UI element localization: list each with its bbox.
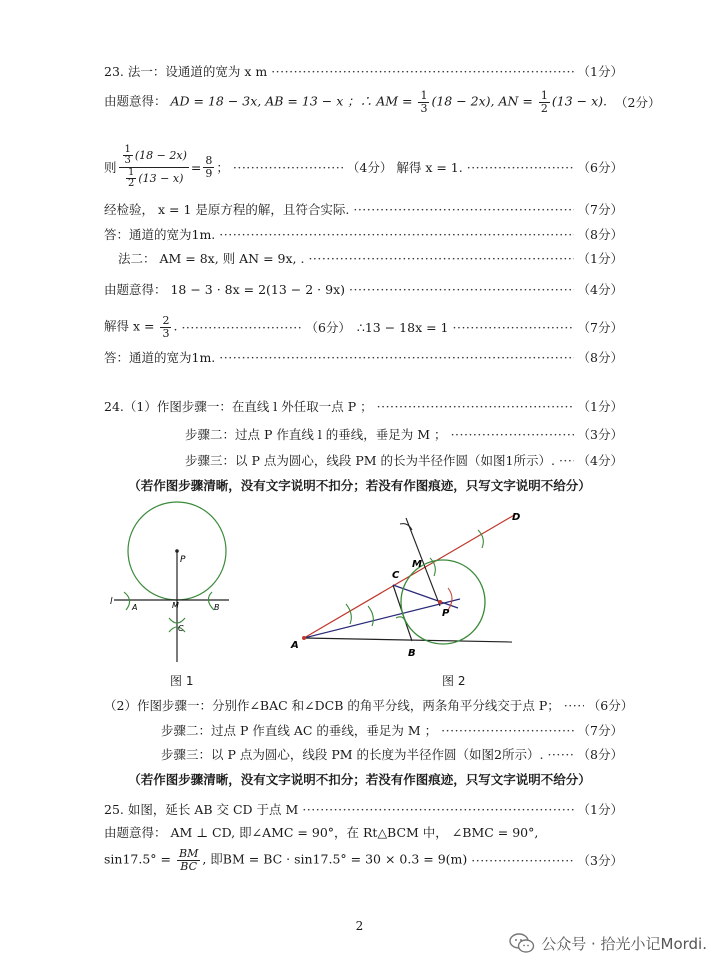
score: （7分） bbox=[577, 202, 623, 217]
fig2-arc-2 bbox=[368, 606, 373, 626]
score: （2分） bbox=[615, 95, 661, 110]
fig2-arc-5 bbox=[478, 530, 483, 548]
q24-line-2 bbox=[185, 424, 623, 444]
fig1-label-l: l bbox=[110, 597, 113, 607]
leader-dots bbox=[308, 251, 573, 266]
q24-grading-note-1: （若作图步骤清晰，没有文字说明不扣分；若没有作图痕迹，只写文字说明不给分） bbox=[128, 478, 591, 493]
q25-line-1 bbox=[104, 799, 623, 819]
q23-l3-mid-score: （4分） bbox=[346, 160, 393, 175]
q23-l9-text: 答：通道的宽为1m. bbox=[104, 350, 216, 365]
fig2-caption: 图 2 bbox=[442, 674, 466, 688]
fig2-circle bbox=[401, 560, 485, 644]
leader-dots bbox=[181, 320, 301, 335]
leader-dots bbox=[559, 453, 574, 468]
score: （8分） bbox=[577, 227, 623, 242]
leader-dots bbox=[353, 202, 573, 217]
fig2-arc-7 bbox=[448, 588, 452, 610]
leader-dots bbox=[377, 399, 574, 414]
q23-line-8 bbox=[104, 313, 623, 341]
score: （3分） bbox=[577, 853, 623, 868]
leader-dots bbox=[467, 160, 574, 175]
fig2-point-a bbox=[302, 636, 306, 640]
score: （3分） bbox=[577, 427, 623, 442]
fig1-point-p bbox=[175, 549, 179, 553]
q23-l3-solve: 解得 x = 1. bbox=[396, 160, 463, 175]
q23-l6-text: 法二： AM = 8x, 则 AN = 9x, . bbox=[118, 251, 305, 266]
q24-line-5 bbox=[161, 720, 623, 740]
q24-line-3 bbox=[185, 450, 623, 470]
q23-l8-mid-text: ∴13 − 18x = 1 bbox=[356, 319, 449, 335]
q24-l6-text: 步骤三：以 P 点为圆心，线段 PM 的长度为半径作圆（如图2所示）. bbox=[161, 747, 544, 762]
q23-line-9 bbox=[104, 347, 623, 367]
fig1-label-p: P bbox=[180, 555, 186, 565]
q23-l2-equation: 由题意得： AD = 18 − 3x, AB = 13 − x ；∴ AM = $\frac{1}{3}$ (18 − 2x), AN = $\frac{1}{2}$ (13 − x). bbox=[104, 88, 608, 115]
score: （6分） bbox=[577, 160, 623, 175]
fig2-label-a: A bbox=[291, 640, 299, 651]
fig1-label-m: M bbox=[172, 601, 179, 610]
fig1-label-a: A bbox=[132, 603, 138, 612]
q25-l2-text: 由题意得： AM ⊥ CD, 即∠AMC = 90°，在 Rt△BCM 中， ∠BMC = 90°, bbox=[104, 825, 539, 840]
fig1-caption: 图 1 bbox=[170, 674, 194, 688]
fig2-label-m: M bbox=[412, 559, 422, 570]
leader-dots bbox=[547, 747, 573, 762]
score: （8分） bbox=[577, 350, 623, 365]
fig1-label-c: C bbox=[178, 624, 184, 633]
q25-l1-text: 25. 如图，延长 AB 交 CD 于点 M bbox=[104, 802, 299, 817]
fig2-line-ab bbox=[304, 638, 512, 642]
fig2-bisector-a bbox=[304, 599, 460, 638]
q24-l3-text: 步骤三：以 P 点为圆心，线段 PM 的长为半径作圆（如图1所示）. bbox=[185, 453, 555, 468]
q23-line-2 bbox=[104, 88, 661, 115]
q23-l7-text: 由题意得： 18 − 3 · 8x = 2(13 − 2 · 9x) bbox=[104, 282, 346, 297]
fig1-arc-a bbox=[124, 592, 130, 610]
leader-dots bbox=[271, 64, 573, 79]
fig2-arc-1 bbox=[346, 604, 351, 624]
fig2-label-d: D bbox=[512, 512, 521, 523]
q23-line-4 bbox=[104, 199, 623, 219]
q25-line-3 bbox=[104, 845, 623, 875]
fig2-label-p: P bbox=[442, 608, 450, 619]
q23-line-6 bbox=[118, 248, 623, 268]
q23-l8-equation: 解得 x = $\frac{2}{3}$ . bbox=[104, 313, 178, 340]
leader-dots bbox=[302, 802, 573, 817]
leader-dots bbox=[219, 227, 573, 242]
q24-l4-text: （2）作图步骤一：分别作∠BAC 和∠DCB 的角平分线，两条角平分线交于点 P； bbox=[104, 698, 560, 713]
q25-line-2 bbox=[104, 822, 623, 842]
q25-l3-equation: sin17.5° = $\frac{BM}{BC}$ , 即BM = BC · sin17.5° = 30 × 0.3 = 9(m) bbox=[104, 846, 468, 873]
q24-line-4 bbox=[104, 695, 634, 715]
score: （1分） bbox=[577, 802, 623, 817]
score: （4分） bbox=[577, 282, 623, 297]
leader-dots bbox=[349, 282, 574, 297]
leader-dots bbox=[453, 320, 574, 335]
q24-grading-note-2: （若作图步骤清晰，没有文字说明不扣分；若没有作图痕迹，只写文字说明不给分） bbox=[128, 772, 591, 787]
fig1-label-b: B bbox=[214, 603, 220, 612]
score: （6分） bbox=[587, 698, 634, 713]
q23-l3-equation: 则 $\frac{1}{3}$ (18 − 2x) $\frac{1}{2}$ (13 − x) = $\frac{8}{9}$ ； bbox=[104, 143, 229, 189]
leader-dots bbox=[451, 427, 574, 442]
q23-l4-text: 经检验， x = 1 是原方程的解，且符合实际. bbox=[104, 202, 350, 217]
leader-dots bbox=[233, 160, 343, 175]
page-number: 2 bbox=[355, 919, 364, 933]
q23-line-1 bbox=[104, 61, 623, 81]
q23-line-5 bbox=[104, 224, 623, 244]
watermark-text: 公众号 · 拾光小记Mordi. bbox=[541, 934, 707, 953]
q23-l1-text: 23. 法一：设通道的宽为 x m bbox=[104, 64, 268, 79]
leader-dots bbox=[441, 723, 573, 738]
fig2-point-p bbox=[438, 600, 442, 604]
score: （1分） bbox=[577, 251, 623, 266]
leader-dots bbox=[564, 698, 584, 713]
score: （7分） bbox=[577, 320, 623, 335]
score: （1分） bbox=[577, 399, 623, 414]
q24-l5-text: 步骤二：过点 P 作直线 AC 的垂线，垂足为 M ； bbox=[161, 723, 438, 738]
score: （7分） bbox=[577, 723, 623, 738]
q24-line-6 bbox=[161, 744, 623, 764]
wechat-icon bbox=[509, 932, 535, 954]
q23-line-3 bbox=[104, 143, 623, 189]
fig2-label-c: C bbox=[392, 570, 400, 581]
figure-1 bbox=[104, 500, 239, 665]
q24-l2-text: 步骤二：过点 P 作直线 l 的垂线，垂足为 M ； bbox=[185, 427, 447, 442]
score: （4分） bbox=[577, 453, 623, 468]
q23-l8-mid-score: （6分） bbox=[305, 320, 351, 335]
watermark bbox=[509, 932, 707, 954]
leader-dots bbox=[219, 350, 573, 365]
q24-l1-text: 24.（1）作图步骤一：在直线 l 外任取一点 P ； bbox=[104, 399, 373, 414]
figure-2 bbox=[288, 506, 528, 662]
fig2-label-b: B bbox=[408, 648, 416, 659]
score: （8分） bbox=[577, 747, 623, 762]
score: （1分） bbox=[577, 64, 623, 79]
q23-l5-text: 答：通道的宽为1m. bbox=[104, 227, 216, 242]
leader-dots bbox=[471, 853, 573, 868]
q24-line-1 bbox=[104, 396, 623, 416]
q23-line-7 bbox=[104, 279, 623, 299]
